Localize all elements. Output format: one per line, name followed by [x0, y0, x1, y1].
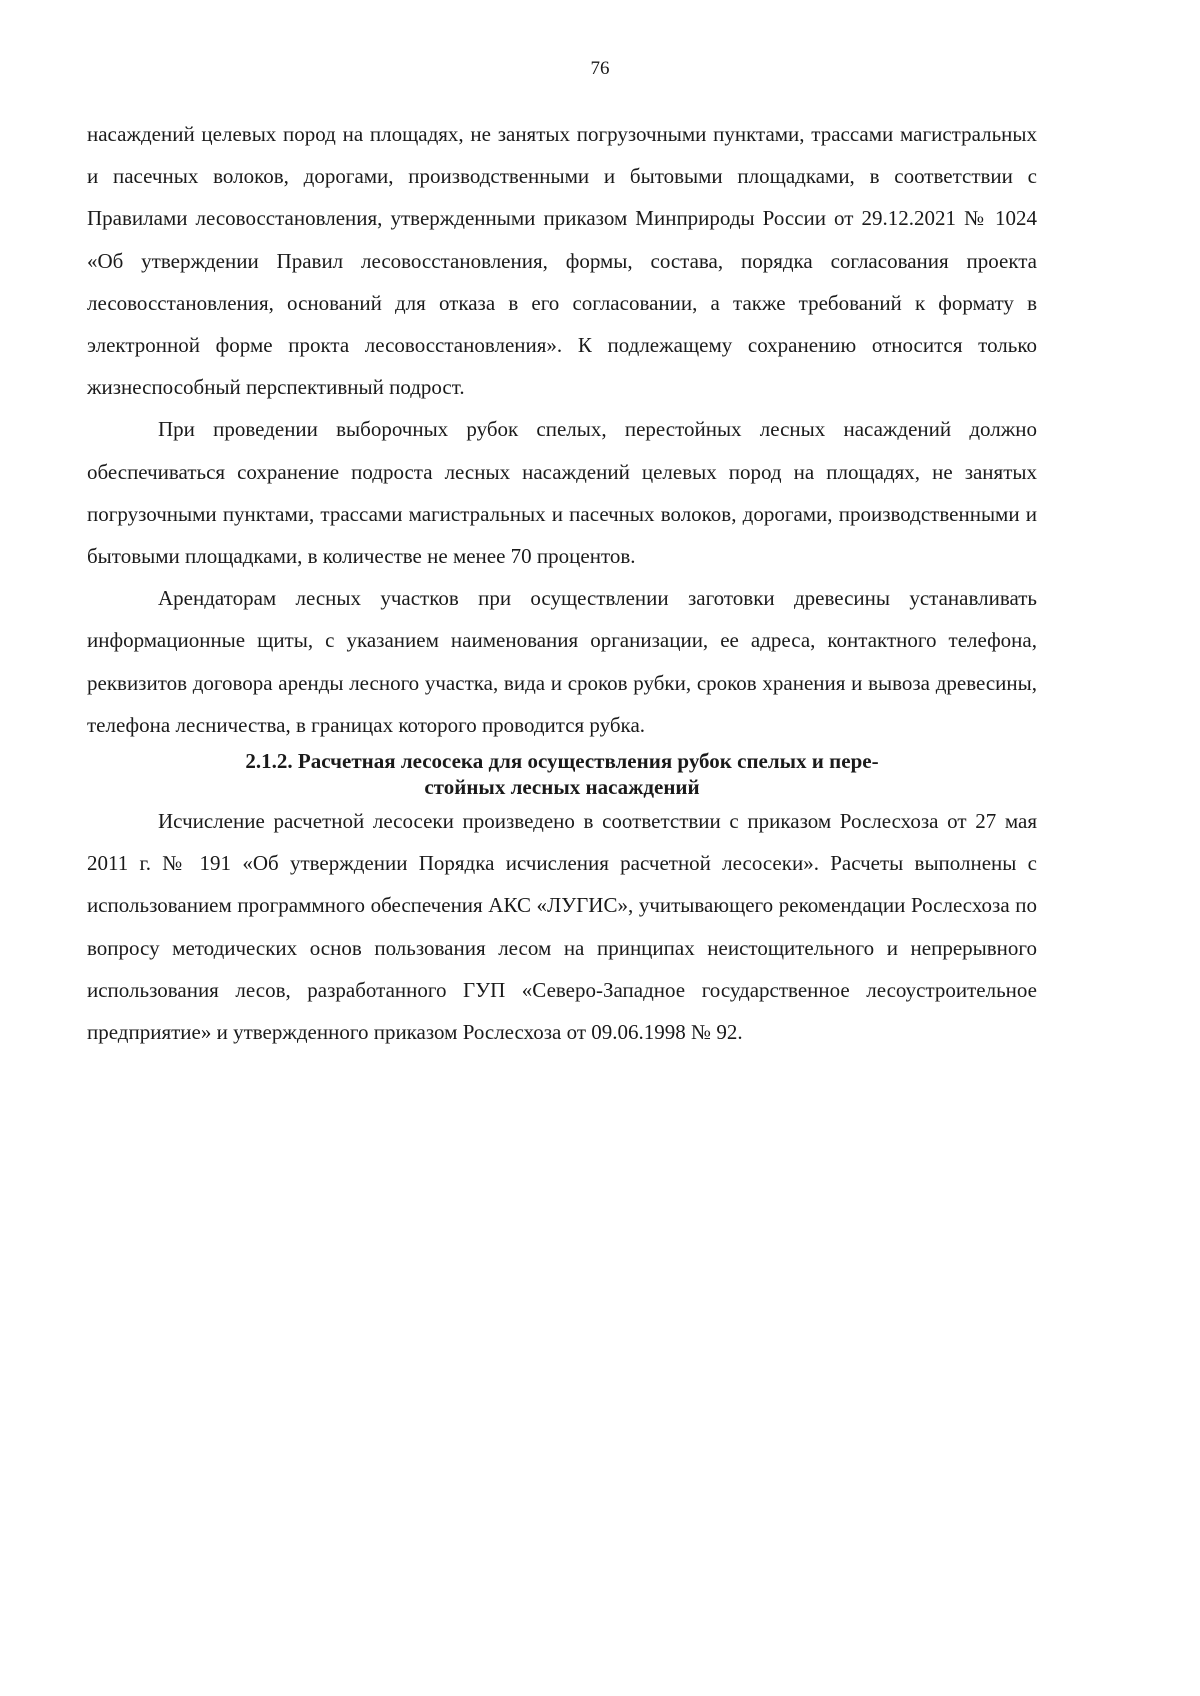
- section-heading: [87, 748, 1037, 800]
- paragraph-allowable-cut: Исчисление расчетной лесосеки произведено в соответствии с приказом Рослесхоза от 27 мая 2011 г. № 191 «Об утверждении Порядка исчисления расчетной лесосеки». Расчеты выполнены с использованием программного обеспечения АКС «ЛУГИС», учитывающего рекомендации Рослесхоза по вопросу методических основ пользования лесом на принципах неистощительного и непрерывного использования лесов, разработанного ГУП «Северо-Западное государственное лесоустроительное предприятие» и утвержденного приказом Рослесхоза от 09.06.1998 № 92.: [87, 809, 1037, 1045]
- section-heading-line-1: 2.1.2. Расчетная лесосека для осуществления рубок спелых и пере-: [245, 749, 879, 774]
- page-number: 76: [590, 58, 610, 79]
- section-heading-line-2: стойных лесных насаждений: [424, 775, 700, 800]
- paragraph-preservation-rules: насаждений целевых пород на площадях, не занятых погрузочными пунктами, трассами магистральных и пасечных волоков, дорогами, производственными и бытовыми площадками, в соответствии с Правилами лесовосстановления, утвержденными приказом Минприроды России от 29.12.2021 № 1024 «Об утверждении Правил лесовосстановления, формы, состава, порядка согласования проекта лесовосстановления, оснований для отказа в его согласовании, а также требований к формату в электронной форме прокта лесовосстановления». К подлежащему сохранению относится только жизнеспособный перспективный подрост.: [87, 122, 1037, 400]
- paragraph-information-boards: Арендаторам лесных участков при осуществлении заготовки древесины устанавливать информационные щиты, с указанием наименования организации, ее адреса, контактного телефона, реквизитов договора аренды лесного участка, вида и сроков рубки, сроков хранения и вывоза древесины, телефона лесничества, в границах которого проводится рубка.: [87, 586, 1037, 737]
- page-content: [87, 113, 1037, 1053]
- paragraph-selective-felling: При проведении выборочных рубок спелых, перестойных лесных насаждений должно обеспечиваться сохранение подроста лесных насаждений целевых пород на площадях, не занятых погрузочными пунктами, трассами магистральных и пасечных волоков, дорогами, производственными и бытовыми площадками, в количестве не менее 70 процентов.: [87, 417, 1037, 569]
